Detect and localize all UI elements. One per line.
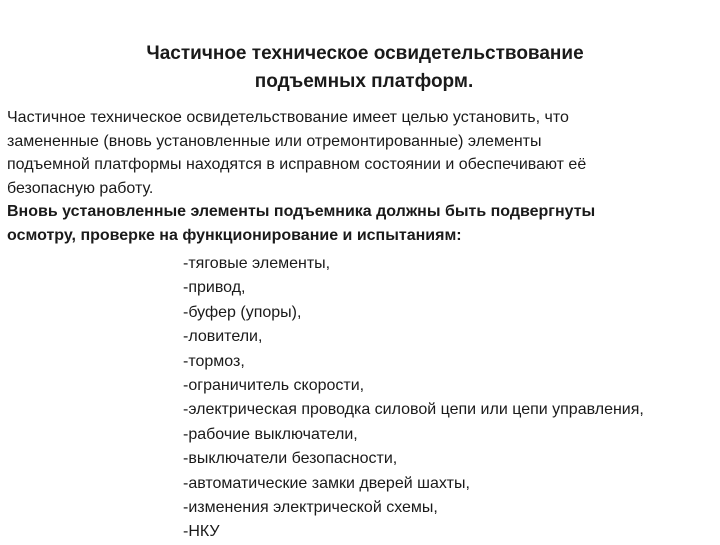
intro-paragraph bbox=[7, 106, 715, 200]
list-item: -изменения электрической схемы, bbox=[183, 499, 438, 517]
slide-body bbox=[7, 106, 715, 247]
requirement-paragraph bbox=[7, 200, 715, 247]
list-item: -автоматические замки дверей шахты, bbox=[183, 474, 470, 492]
requirement-line: Вновь установленные элементы подъемника должны быть подвергнуты bbox=[7, 203, 596, 220]
title-line-1: Частичное техническое освидетельствование bbox=[146, 43, 584, 64]
intro-line: безопасную работу. bbox=[7, 179, 154, 197]
intro-line: замененные (вновь установленные или отремонтированные) элементы bbox=[7, 132, 542, 150]
list-item: -тяговые элементы, bbox=[183, 255, 331, 272]
intro-line: Частичное техническое освидетельствование имеет целью установить, что bbox=[7, 109, 569, 126]
list-item: -ловители, bbox=[183, 328, 263, 346]
intro-line: подъемной платформы находятся в исправном состоянии и обеспечивают её bbox=[7, 156, 587, 173]
list-item: -ограничитель скорости, bbox=[183, 377, 365, 395]
title-line-2: подъемных платформ. bbox=[254, 71, 474, 92]
list-item: -тормоз, bbox=[183, 352, 245, 370]
list-item: -привод, bbox=[183, 279, 246, 297]
elements-list bbox=[183, 252, 644, 545]
list-item: -буфер (упоры), bbox=[183, 303, 302, 321]
list-item: -рабочие выключатели, bbox=[183, 425, 358, 443]
slide-title bbox=[0, 40, 720, 96]
list-item: -выключатели безопасности, bbox=[183, 450, 398, 468]
requirement-line: осмотру, проверке на функционирование и испытаниям: bbox=[7, 226, 462, 244]
list-item: -электрическая проводка силовой цепи или цепи управления, bbox=[183, 401, 644, 419]
list-item: -НКУ bbox=[183, 523, 220, 541]
